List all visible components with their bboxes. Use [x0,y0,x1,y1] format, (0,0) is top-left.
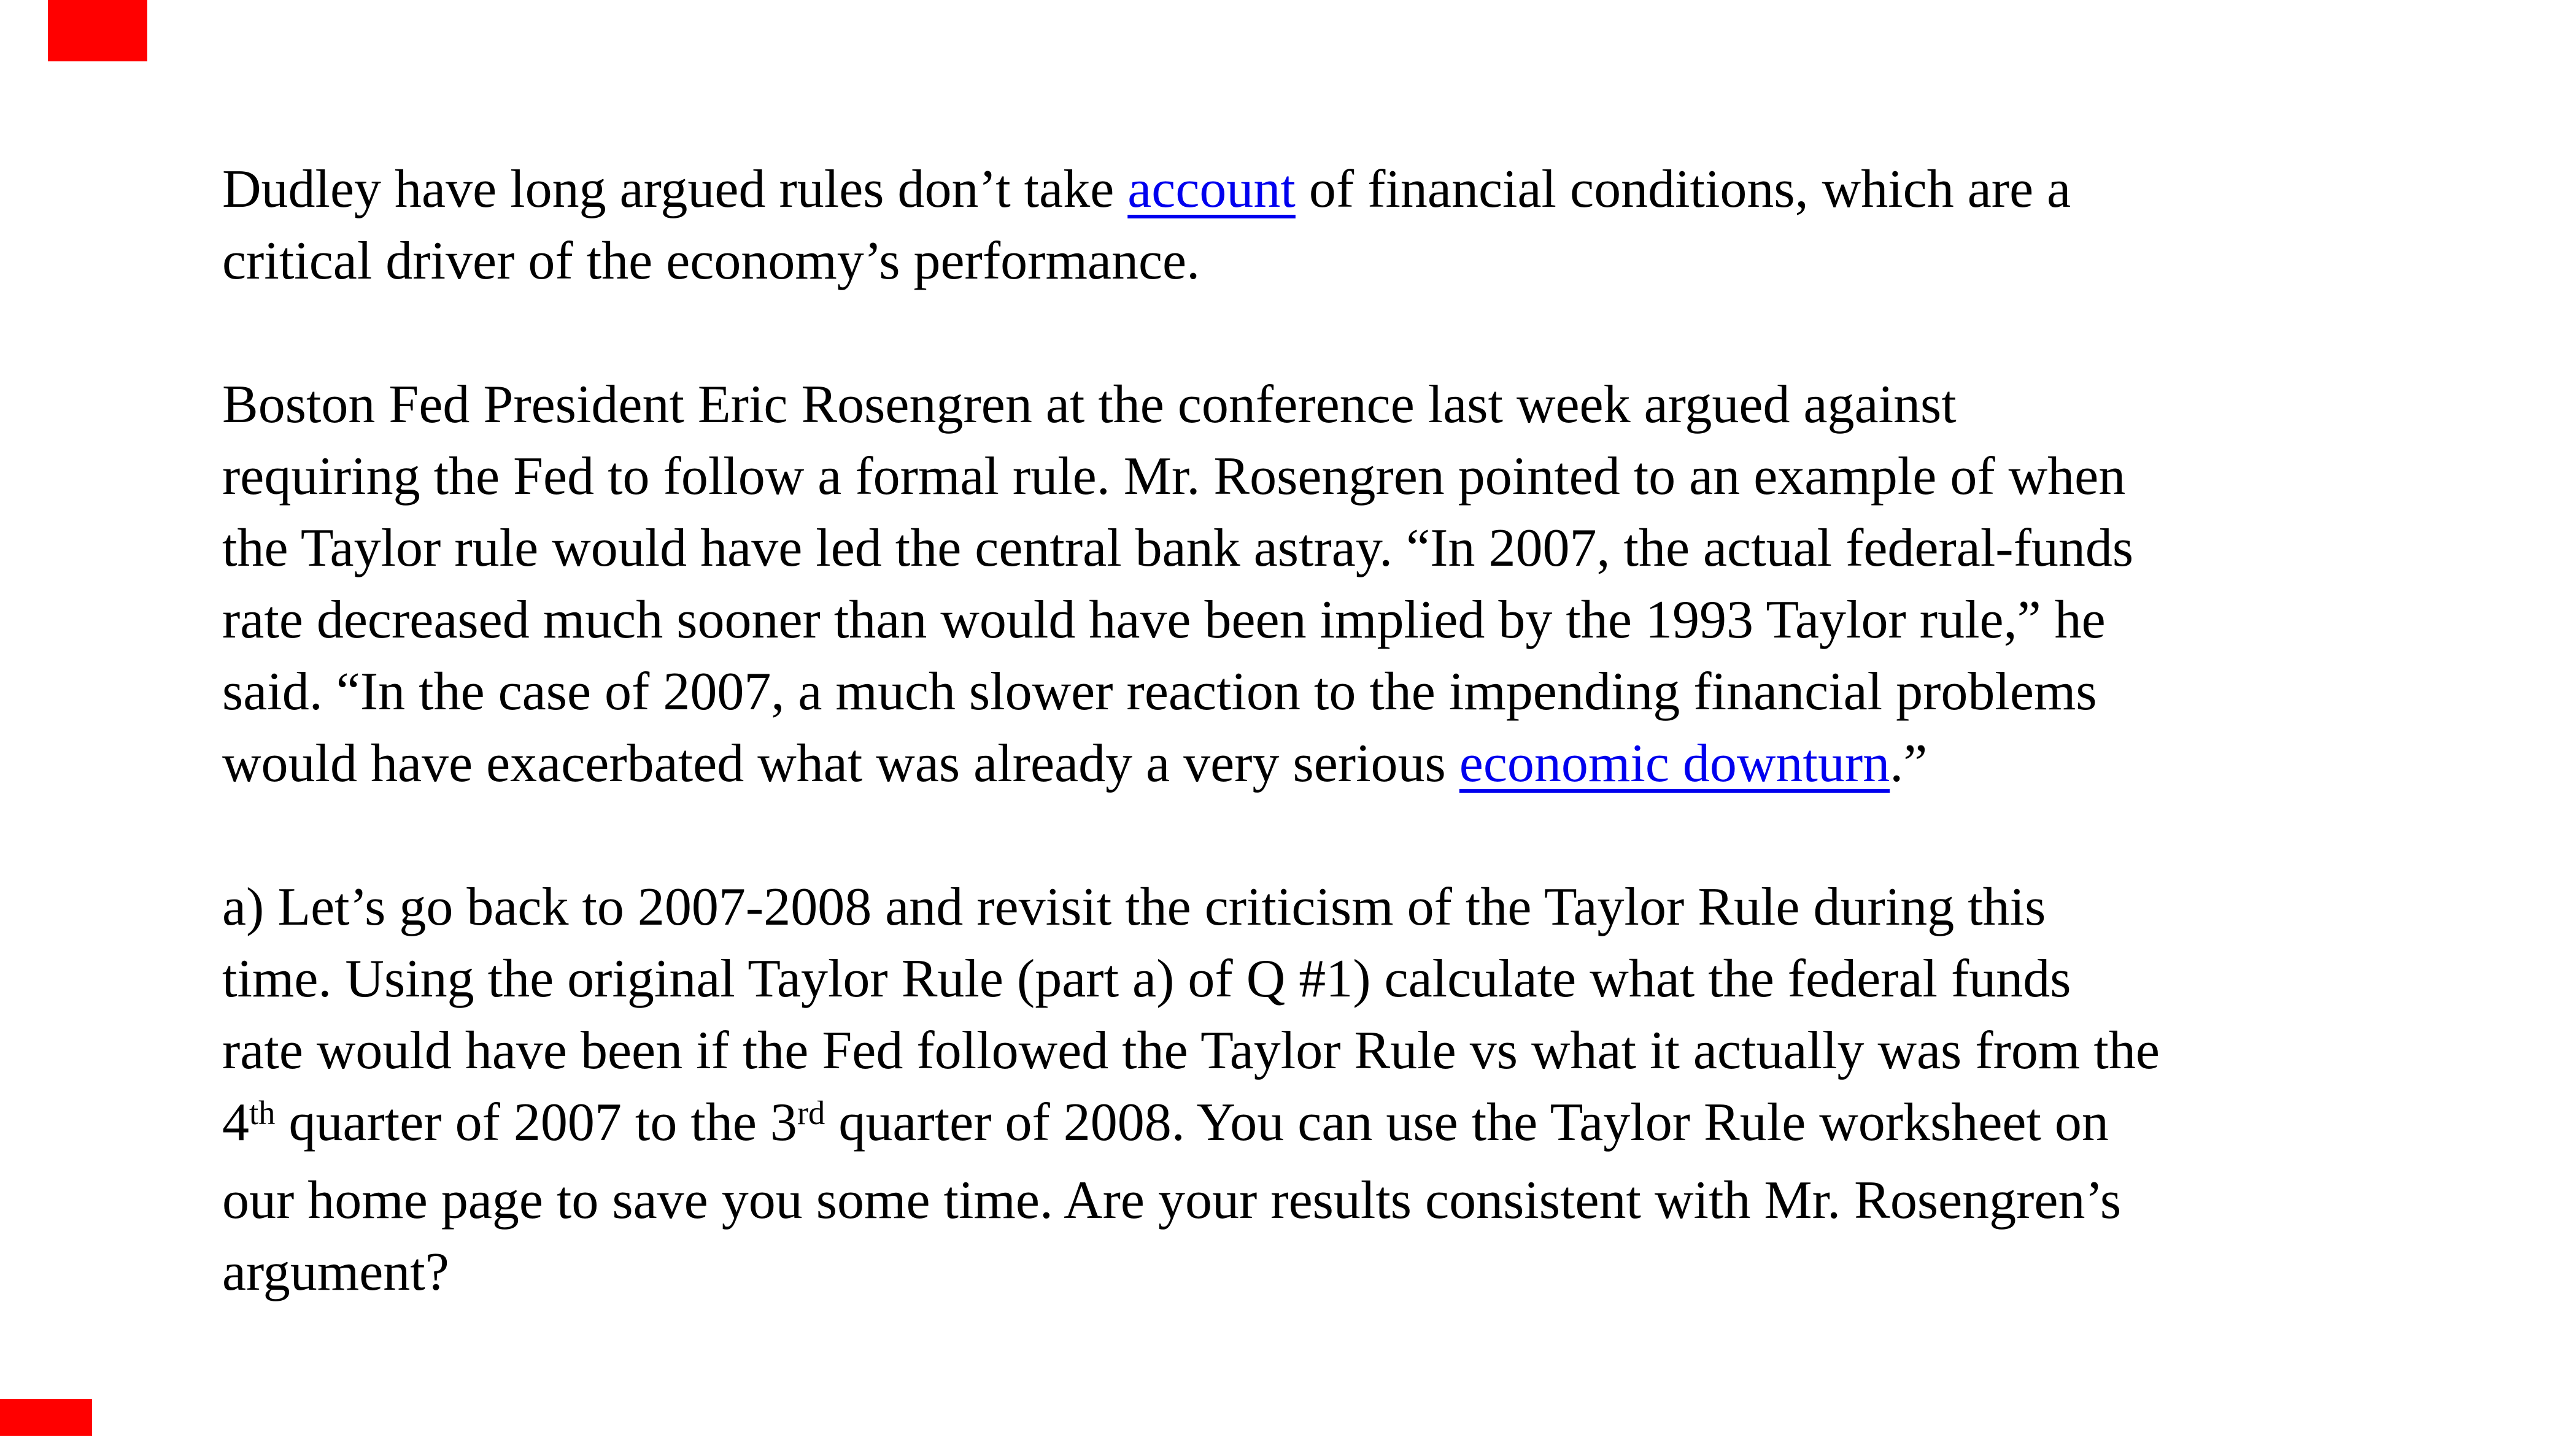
economic-downturn-link[interactable]: economic downturn [1459,734,1890,793]
red-mark-bottom-left [0,1399,92,1436]
text-segment: time. Using the original Taylor Rule (part a) of Q #1) calculate what the federal funds [222,949,2071,1009]
text-segment: 4 [222,1093,249,1152]
text-segment: Dudley have long argued rules don’t take [222,160,1128,219]
text-segment: critical driver of the economy’s performance. [222,231,1200,291]
paragraph-2-line-5 [222,656,2481,728]
text-segment: quarter of 2008. You can use the Taylor Rule worksheet on [825,1093,2109,1152]
paragraph-2-line-1 [222,369,2481,441]
paragraph-2-line-4 [222,584,2481,656]
paragraph-3-line-6 [222,1236,2481,1308]
paragraph-3-line-4 [222,1087,2481,1165]
paragraph-3 [222,871,2481,1308]
text-segment: rate decreased much sooner than would have been implied by the 1993 Taylor rule,” he [222,590,2106,650]
paragraph-3-line-5 [222,1165,2481,1236]
red-mark-top-left [48,0,147,61]
paragraph-3-line-3 [222,1015,2481,1087]
paragraph-2-line-3 [222,512,2481,584]
account-link[interactable]: account [1127,160,1296,219]
text-segment: quarter of 2007 to the 3 [275,1093,797,1152]
text-segment: of financial conditions, which are a [1295,160,2071,219]
text-segment: our home page to save you some time. Are your results consistent with Mr. Rosengren’s [222,1171,2122,1230]
paragraph-2 [222,369,2481,799]
text-segment: the Taylor rule would have led the central bank astray. “In 2007, the actual federal-funds [222,518,2134,578]
paragraph-2-line-6 [222,728,2481,799]
text-segment: Boston Fed President Eric Rosengren at the conference last week argued against [222,375,1957,434]
paragraph-1-line-2 [222,225,2481,297]
text-segment: rd [797,1093,825,1131]
text-segment: a) Let’s go back to 2007-2008 and revisit the criticism of the Taylor Rule during this [222,877,2046,937]
paragraph-3-line-2 [222,943,2481,1015]
text-segment: .” [1890,734,1928,793]
text-segment: would have exacerbated what was already a very serious [222,734,1459,793]
text-segment: requiring the Fed to follow a formal rule. Mr. Rosengren pointed to an example of when [222,447,2126,506]
paragraph-1-line-1 [222,153,2481,225]
text-segment: th [249,1093,276,1131]
paragraph-2-line-2 [222,441,2481,512]
text-segment: argument? [222,1242,449,1302]
text-segment: rate would have been if the Fed followed the Taylor Rule vs what it actually was from the [222,1021,2160,1080]
document-text [222,153,2481,1308]
paragraph-3-line-1 [222,871,2481,943]
text-segment: said. “In the case of 2007, a much slower reaction to the impending financial problems [222,662,2097,722]
paragraph-1 [222,153,2481,297]
